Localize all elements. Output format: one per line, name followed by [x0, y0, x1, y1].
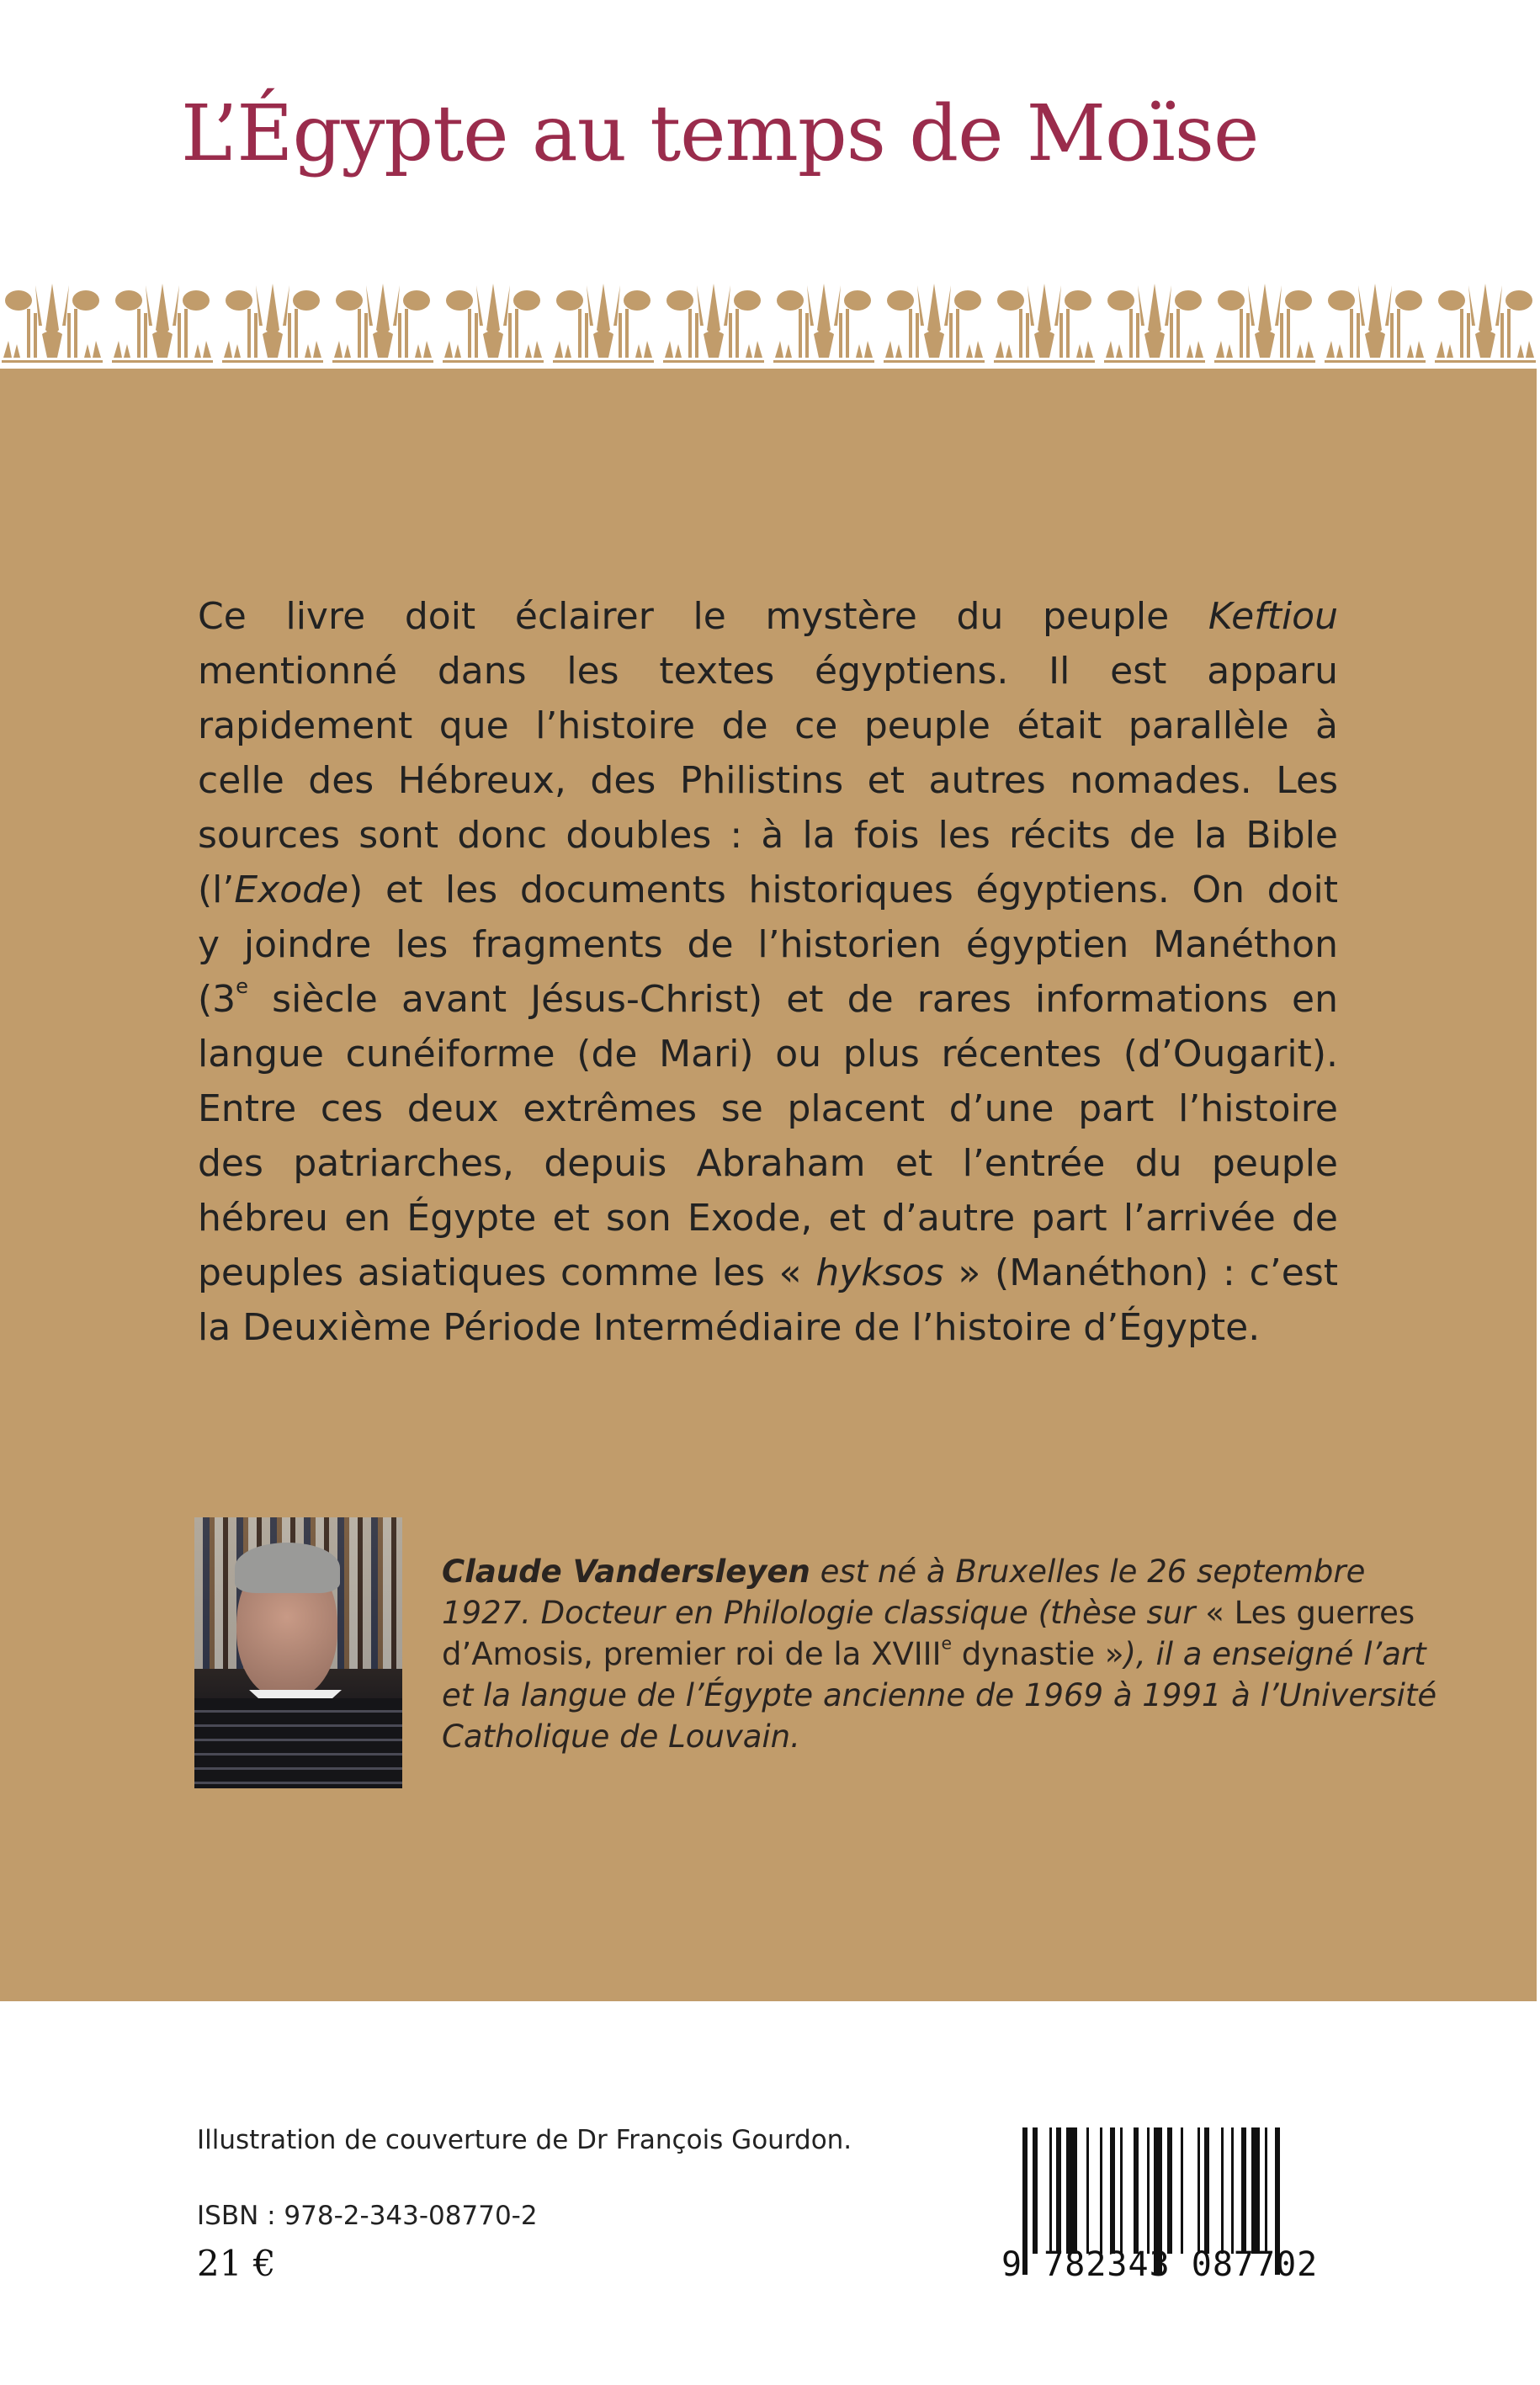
barcode-bar: [1120, 2127, 1123, 2254]
bio-text: dynastie »: [952, 1636, 1124, 1672]
barcode-bars: [1022, 2127, 1313, 2254]
lotus-motif: [222, 284, 323, 363]
blurb-text: sources sont donc doubles : à la fois les récits de la Bible: [198, 814, 1338, 857]
bio-text: 1927. Docteur en Philologie classique (thèse sur: [442, 1595, 1206, 1631]
lotus-motif: [332, 284, 433, 363]
bio-line: [442, 1592, 1415, 1633]
blurb-line: [198, 644, 1338, 699]
barcode-bar: [1100, 2127, 1102, 2254]
blurb-line: [198, 753, 1338, 808]
bio-line: [442, 1633, 1426, 1675]
bio-line: [442, 1716, 1338, 1757]
barcode-digits: 9 782343 087702: [1001, 2245, 1319, 2284]
barcode-bar: [1231, 2127, 1234, 2254]
lotus-motif: [1214, 284, 1315, 363]
barcode-bar: [1265, 2127, 1267, 2254]
cover-illustration-credit: Illustration de couverture de Dr François Gourdon.: [197, 2125, 852, 2155]
barcode-bar: [1167, 2127, 1172, 2254]
bio-text: Catholique de Louvain.: [442, 1718, 800, 1755]
blurb-text: langue cunéiforme (de Mari) ou plus récentes (d’Ougarit).: [198, 1033, 1338, 1076]
blurb-text: celle des Hébreux, des Philistins et autres nomades. Les: [198, 759, 1338, 802]
barcode-bar: [1033, 2127, 1038, 2254]
blurb-text: Exode: [234, 868, 349, 911]
price: 21 €: [197, 2243, 276, 2284]
lotus-motif: [553, 284, 654, 363]
isbn: ISBN : 978-2-343-08770-2: [197, 2201, 538, 2231]
blurb-line: [198, 1191, 1338, 1246]
lotus-motif: [663, 284, 764, 363]
blurb-text: y joindre les fragments de l’historien égyptien Manéthon: [198, 923, 1338, 966]
lotus-motif: [2, 284, 103, 363]
blurb-line: [198, 917, 1338, 972]
lotus-motif: [112, 284, 213, 363]
barcode-bar: [1241, 2127, 1246, 2254]
barcode-bar: [1181, 2127, 1183, 2254]
blurb-text: e: [236, 975, 249, 999]
lotus-motif: [994, 284, 1095, 363]
blurb-line: [198, 808, 1338, 863]
barcode-bar: [1204, 2127, 1209, 2254]
blurb-text: peuples asiatiques comme les «: [198, 1251, 816, 1294]
author-photo: [194, 1517, 402, 1788]
bio-text: e: [941, 1633, 953, 1654]
blurb-line: [198, 1081, 1338, 1136]
barcode-bar: [1134, 2127, 1139, 2254]
barcode-bar: [1056, 2127, 1061, 2254]
barcode-bar: [1147, 2127, 1150, 2254]
bio-text: Claude Vandersleyen: [442, 1554, 810, 1590]
blurb-line: [198, 972, 1338, 1027]
barcode-bar: [1086, 2127, 1089, 2254]
blurb-text: » (Manéthon) : c’est: [943, 1251, 1339, 1294]
book-title: L’Égypte au temps de Moïse: [181, 88, 1259, 178]
barcode-bar: [1251, 2127, 1260, 2254]
barcode-bar: [1110, 2127, 1115, 2254]
blurb-text: hyksos: [815, 1251, 944, 1294]
bio-line: [442, 1675, 1437, 1716]
lotus-ornament-border: [0, 274, 1540, 366]
barcode-bar: [1049, 2127, 1052, 2254]
bio-text: et la langue de l’Égypte ancienne de 1969 à 1991 à l’Université: [442, 1677, 1437, 1713]
blurb-line: [198, 1027, 1338, 1081]
bio-text: est né à Bruxelles le 26 septembre: [810, 1554, 1366, 1590]
bio-text: ), il a enseigné l’art: [1123, 1636, 1426, 1672]
blurb-text: (3: [198, 978, 236, 1021]
blurb-text: Entre ces deux extrêmes se placent d’une part l’histoire: [198, 1087, 1338, 1130]
barcode-bar: [1221, 2127, 1224, 2254]
blurb-line: [198, 1136, 1338, 1191]
blurb-text: Ce livre doit éclairer le mystère du peuple: [198, 595, 1208, 638]
blurb-line: [198, 699, 1338, 753]
blurb-text: la Deuxième Période Intermédiaire de l’histoire d’Égypte.: [198, 1306, 1261, 1349]
lotus-motif: [443, 284, 544, 363]
blurb-text: rapidement que l’histoire de ce peuple était parallèle à: [198, 704, 1338, 747]
author-bio: [442, 1551, 1437, 1757]
lotus-motif: [884, 284, 985, 363]
lotus-motif: [1104, 284, 1205, 363]
blurb-text: mentionné dans les textes égyptiens. Il est apparu: [198, 650, 1338, 693]
blurb-text: (l’: [198, 868, 235, 911]
lotus-motif: [773, 284, 874, 363]
bio-line: [442, 1551, 1366, 1592]
blurb-line: [198, 1246, 1338, 1300]
bio-text: « Les guerres: [1205, 1595, 1415, 1631]
blurb-line: [198, 589, 1338, 644]
blurb-text: siècle avant Jésus-Christ) et de rares informations en: [248, 978, 1338, 1021]
blurb-text: hébreu en Égypte et son Exode, et d’autre part l’arrivée de: [198, 1197, 1338, 1240]
bio-text: d’Amosis, premier roi de la XVIII: [442, 1636, 942, 1672]
isbn-barcode: [1001, 2127, 1321, 2284]
blurb-line: [198, 1300, 1338, 1355]
blurb-text: ) et les documents historiques égyptiens. On doit: [348, 868, 1338, 911]
blurb-line: [198, 863, 1338, 917]
barcode-bar: [1066, 2127, 1077, 2254]
blurb-text: Keftiou: [1208, 595, 1338, 638]
barcode-bar: [1197, 2127, 1200, 2254]
blurb-text: des patriarches, depuis Abraham et l’entrée du peuple: [198, 1142, 1338, 1185]
lotus-motif: [1435, 284, 1536, 363]
lotus-motif: [1325, 284, 1426, 363]
blurb-paragraph: [198, 589, 1338, 1355]
